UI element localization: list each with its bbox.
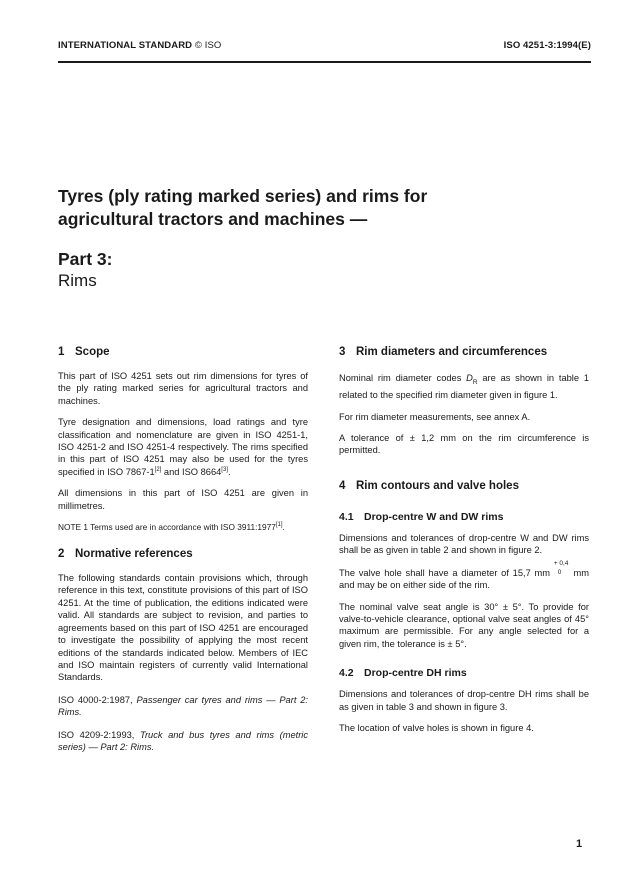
document-title [58,185,578,231]
page-number: 1 [576,838,583,850]
header-rule [58,61,591,63]
section-1-heading: 1 Scope [58,346,110,358]
rim-diameter-paragraph-3: A tolerance of ± 1,2 mm on the rim circumference is permitted. [339,433,589,456]
header-left [58,40,221,51]
section-3-heading: 3 Rim diameters and circumferences [339,346,548,358]
part-label: Part 3: [58,249,113,269]
valve-hole-tolerance: + 0,4 0 [553,559,569,576]
right-column [339,345,589,734]
title-line-1: Tyres (ply rating marked series) and rims for [58,186,428,206]
reference-iso-4000-2: ISO 4000-2:1987, Passenger car tyres and rims — Part 2: Rims. [58,694,308,718]
running-header [58,40,591,56]
rim-diameter-paragraph-2: For rim diameter measurements, see annex A. [339,411,531,422]
valve-hole-paragraph: The valve hole shall have a diameter of 15,7 mm + 0,4 0 mm and may be on either side of the rim. [339,559,589,591]
section-2-heading: 2 Normative references [58,548,193,561]
drop-centre-w-paragraph-1: Dimensions and tolerances of drop-centre W and DW rims shall be as given in table 2 and shown in figure 2. [339,532,589,556]
scope-paragraph-3: All dimensions in this part of ISO 4251 are given in millimetres. [58,488,308,511]
header-document-id: ISO 4251-3:1994(E) [503,40,591,51]
left-column [58,345,308,753]
section-4-2-heading: 4.2 Drop-centre DH rims [339,667,467,680]
header-copyright: © ISO [194,40,222,51]
scope-paragraph-1: This part of ISO 4251 sets out rim dimensions for tyres of the ply rating marked series for agricultural tractors and machines. [58,371,308,406]
references-intro: The following standards contain provisions which, through reference in this text, constitute provisions of this part of ISO 4251. At the time of publication, the editions indicated were valid. All standards are subject to revision, and parties to agreements based on this part of ISO 4251 are encouraged to investigate the possibility of applying the most recent editions of the standards indicated below. Members of IEC and ISO maintain registers of currently valid International Standards. [58,573,308,683]
header-standard-label: INTERNATIONAL STANDARD [58,40,193,51]
rim-diameter-paragraph-1: Nominal rim diameter codes $D_R$ are as shown in table 1 related to the specified rim diameter given in figure 1. [339,373,589,401]
scope-paragraph-2: Tyre designation and dimensions, load ratings and tyre classification and nomenclature are given in ISO 4251-1, ISO 4251-2 and ISO 4251-4 respectively. The rims specified in this part of ISO 4251 may also be used for the tyres specified in ISO 7867-1[2] and ISO 8664[3]. [58,417,308,477]
section-4-heading: 4 Rim contours and valve holes [339,479,519,492]
drop-centre-dh-paragraph-2: The location of valve holes is shown in figure 4. [339,722,534,733]
title-line-2: agricultural tractors and machines — [58,209,368,229]
drop-centre-dh-paragraph-1: Dimensions and tolerances of drop-centre DH rims shall be as given in table 3 and shown in figure 3. [339,689,589,712]
part-subtitle: Rims [58,271,97,290]
valve-seat-paragraph: The nominal valve seat angle is 30° ± 5°. To provide for valve-to-vehicle clearance, optional valve seat angles of 45° maximum are permissible. For any angle selected for a given rim, the tolerance is ± 5°. [339,601,589,649]
reference-iso-4209-2: ISO 4209-2:1993, Truck and bus tyres and rims (metric series) — Part 2: Rims. [58,729,309,752]
scope-note: NOTE 1 Terms used are in accordance with ISO 3911:1977[1]. [58,522,285,533]
section-4-1-heading: 4.1 Drop-centre W and DW rims [339,510,504,523]
rim-diameter-symbol: $D_R$ [466,373,478,386]
